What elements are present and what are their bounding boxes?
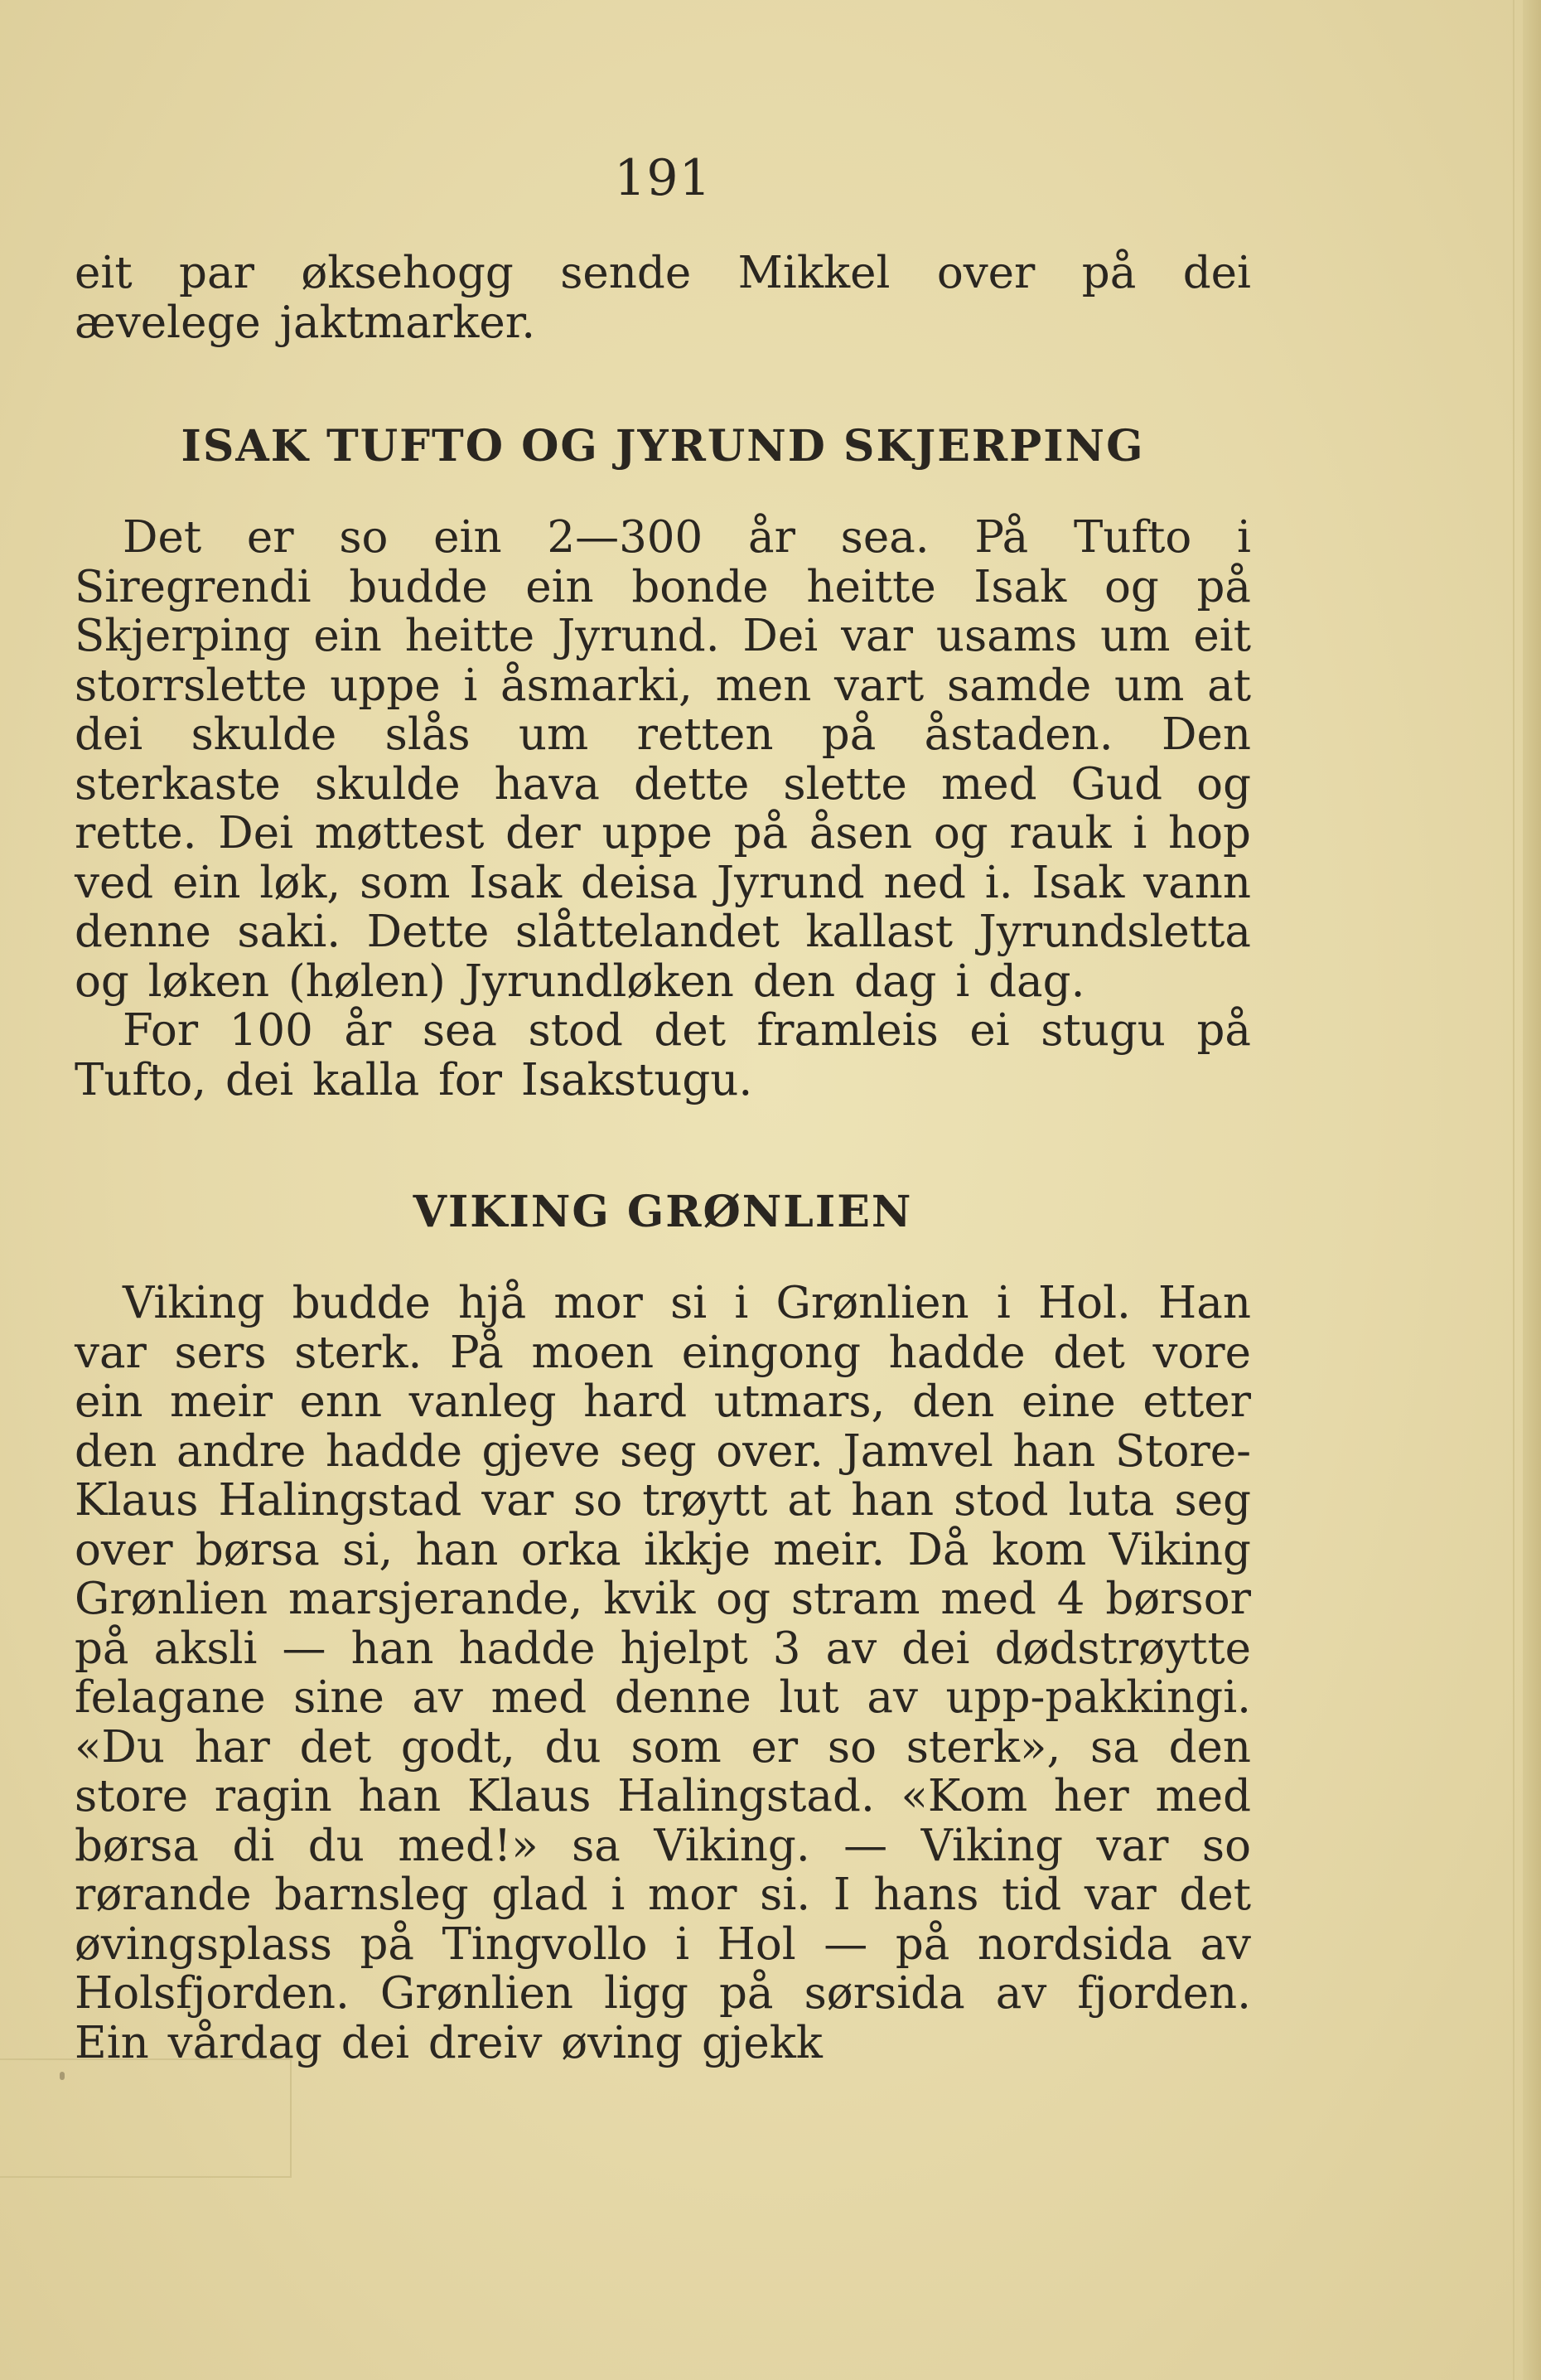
page-edge [1523,0,1541,2380]
section-title-isak-tufto: ISAK TUFTO OG JYRUND SKJERPING [181,421,1145,472]
section-1-paragraph-2: For 100 år sea stod det framleis ei stugu på Tufto, dei kalla for Isakstugu. [75,1005,1251,1105]
section-1-paragraph-1: Det er so ein 2—300 år sea. På Tufto i Siregrendi budde ein bonde heitte Isak og på Skjerping ein heitte Jyrund. Dei var usams um eit storrslette uppe i åsmarki, men vart samde um at dei skulde slås um retten på åstaden. Den sterkaste skulde hava dette slette med Gud og rette. Dei møttest der uppe på åsen og rauk i hop ved ein løk, som Isak deisa Jyrund ned i. Isak vann denne saki. Dette slåttelandet kallast Jyrundsletta og løken (hølen) Jyrundløken den dag i dag. [75,512,1251,1007]
opening-paragraph: eit par øksehogg sende Mikkel over på dei ævelege jaktmarker. [75,248,1251,348]
paper-tab-outline [0,2058,292,2178]
page-crease [1513,0,1514,2380]
page-number: 191 [614,149,712,207]
body-text [75,249,1251,2068]
section-2-paragraph-1: Viking budde hjå mor si i Grønlien i Hol. Han var sers sterk. På moen eingong hadde det vore ein meir enn vanleg hard utmars, den eine etter den andre hadde gjeve seg over. Jamvel han Store-Klaus Halingstad var so trøytt at han stod luta seg over børsa si, han orka ikkje meir. Då kom Viking Grønlien marsjerande, kvik og stram med 4 børsor på aksli — han hadde hjelpt 3 av dei dødstrøytte felagane sine av med denne lut av upp-pakkingi. «Du har det godt, du som er so sterk», sa den store ragin han Klaus Halingstad. «Kom her med børsa di du med!» sa Viking. — Viking var so rørande barnsleg glad i mor si. I hans tid var det øvingsplass på Tingvollo i Hol — på nordsida av Holsfjorden. Grønlien ligg på sørsida av fjorden. Ein vårdag dei dreiv øving gjekk [75,1278,1251,2068]
paper-speck [60,2072,65,2080]
section-title-viking-gronlien: VIKING GRØNLIEN [413,1187,913,1237]
